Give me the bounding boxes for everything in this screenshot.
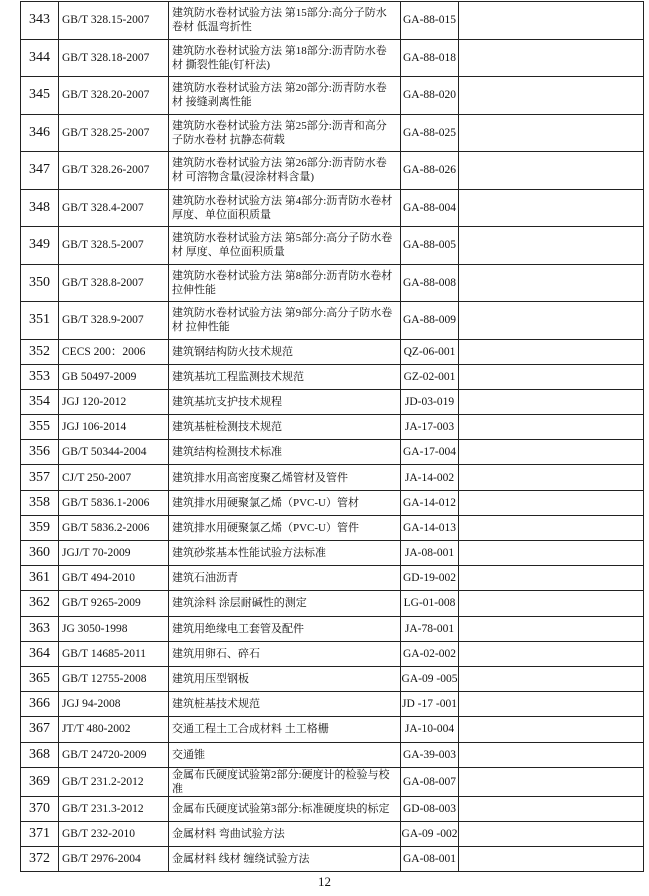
standard-code: JGJ/T 70-2009 xyxy=(59,541,169,566)
standard-code: GB/T 5836.2-2006 xyxy=(59,515,169,540)
table-row xyxy=(21,796,644,821)
row-number: 366 xyxy=(21,692,59,717)
table-row xyxy=(21,465,644,490)
remarks-cell xyxy=(459,796,644,821)
remarks-cell xyxy=(459,591,644,616)
standard-name: 建筑基坑支护技术规程 xyxy=(169,389,401,414)
standard-code: GB/T 12755-2008 xyxy=(59,666,169,691)
catalog-id: JD -17 -001 xyxy=(401,692,459,717)
standard-code: GB/T 328.26-2007 xyxy=(59,152,169,190)
standard-name: 金属布氏硬度试验第3部分:标准硬度块的标定 xyxy=(169,796,401,821)
row-number: 344 xyxy=(21,39,59,77)
standard-code: GB/T 232-2010 xyxy=(59,821,169,846)
table-row xyxy=(21,566,644,591)
standard-name: 建筑排水用硬聚氯乙烯（PVC-U）管件 xyxy=(169,515,401,540)
standard-code: CECS 200：2006 xyxy=(59,339,169,364)
row-number: 365 xyxy=(21,666,59,691)
catalog-id: QZ-06-001 xyxy=(401,339,459,364)
standard-name: 交通工程土工合成材料 土工格栅 xyxy=(169,717,401,742)
standard-code: GB/T 328.20-2007 xyxy=(59,77,169,115)
standard-code: GB/T 328.5-2007 xyxy=(59,227,169,265)
remarks-cell xyxy=(459,364,644,389)
remarks-cell xyxy=(459,742,644,767)
row-number: 369 xyxy=(21,767,59,796)
standard-code: JGJ 94-2008 xyxy=(59,692,169,717)
remarks-cell xyxy=(459,490,644,515)
row-number: 359 xyxy=(21,515,59,540)
row-number: 353 xyxy=(21,364,59,389)
table-row xyxy=(21,515,644,540)
standard-code: GB/T 328.25-2007 xyxy=(59,114,169,152)
table-row xyxy=(21,39,644,77)
standard-name: 建筑用压型钢板 xyxy=(169,666,401,691)
row-number: 361 xyxy=(21,566,59,591)
table-row xyxy=(21,302,644,340)
remarks-cell xyxy=(459,616,644,641)
catalog-id: GD-19-002 xyxy=(401,566,459,591)
row-number: 355 xyxy=(21,415,59,440)
standard-name: 建筑防水卷材试验方法 第5部分:高分子防水卷材 厚度、单位面积质量 xyxy=(169,227,401,265)
catalog-id: GA-14-012 xyxy=(401,490,459,515)
row-number: 352 xyxy=(21,339,59,364)
standard-code: GB/T 231.3-2012 xyxy=(59,796,169,821)
table-row xyxy=(21,692,644,717)
row-number: 349 xyxy=(21,227,59,265)
remarks-cell xyxy=(459,415,644,440)
standard-name: 建筑排水用高密度聚乙烯管材及管件 xyxy=(169,465,401,490)
catalog-id: GA-02-002 xyxy=(401,641,459,666)
catalog-id: GA-17-004 xyxy=(401,440,459,465)
row-number: 364 xyxy=(21,641,59,666)
table-row xyxy=(21,339,644,364)
remarks-cell xyxy=(459,152,644,190)
row-number: 346 xyxy=(21,114,59,152)
catalog-id: GD-08-003 xyxy=(401,796,459,821)
standard-name: 建筑用卵石、碎石 xyxy=(169,641,401,666)
standard-code: GB/T 231.2-2012 xyxy=(59,767,169,796)
catalog-id: LG-01-008 xyxy=(401,591,459,616)
standard-code: GB/T 494-2010 xyxy=(59,566,169,591)
table-row xyxy=(21,77,644,115)
catalog-id: JA-10-004 xyxy=(401,717,459,742)
table-row xyxy=(21,189,644,227)
table-row xyxy=(21,2,644,40)
standard-code: JGJ 106-2014 xyxy=(59,415,169,440)
row-number: 367 xyxy=(21,717,59,742)
table-row xyxy=(21,415,644,440)
remarks-cell xyxy=(459,717,644,742)
standard-code: GB/T 24720-2009 xyxy=(59,742,169,767)
table-row xyxy=(21,114,644,152)
standard-code: GB/T 9265-2009 xyxy=(59,591,169,616)
standard-code: GB/T 2976-2004 xyxy=(59,847,169,872)
table-row xyxy=(21,440,644,465)
standard-name: 金属材料 弯曲试验方法 xyxy=(169,821,401,846)
remarks-cell xyxy=(459,566,644,591)
catalog-id: GA-88-015 xyxy=(401,2,459,40)
remarks-cell xyxy=(459,821,644,846)
row-number: 358 xyxy=(21,490,59,515)
catalog-id: GA-88-008 xyxy=(401,264,459,302)
catalog-id: GA-88-020 xyxy=(401,77,459,115)
row-number: 371 xyxy=(21,821,59,846)
remarks-cell xyxy=(459,302,644,340)
remarks-cell xyxy=(459,465,644,490)
remarks-cell xyxy=(459,389,644,414)
table-row xyxy=(21,591,644,616)
catalog-id: GA-09 -005 xyxy=(401,666,459,691)
row-number: 343 xyxy=(21,2,59,40)
catalog-id: JD-03-019 xyxy=(401,389,459,414)
row-number: 357 xyxy=(21,465,59,490)
standard-name: 建筑防水卷材试验方法 第18部分:沥青防水卷材 撕裂性能(钉杆法) xyxy=(169,39,401,77)
row-number: 356 xyxy=(21,440,59,465)
page-number: 12 xyxy=(318,874,331,889)
standard-code: GB 50497-2009 xyxy=(59,364,169,389)
catalog-id: JA-17-003 xyxy=(401,415,459,440)
standard-name: 建筑防水卷材试验方法 第20部分:沥青防水卷材 接缝剥离性能 xyxy=(169,77,401,115)
remarks-cell xyxy=(459,515,644,540)
row-number: 350 xyxy=(21,264,59,302)
catalog-id: GA-88-004 xyxy=(401,189,459,227)
table-row xyxy=(21,821,644,846)
standard-code: GB/T 328.8-2007 xyxy=(59,264,169,302)
catalog-id: GA-88-009 xyxy=(401,302,459,340)
catalog-id: GA-08-007 xyxy=(401,767,459,796)
catalog-id: GA-09 -002 xyxy=(401,821,459,846)
standard-name: 建筑结构检测技术标准 xyxy=(169,440,401,465)
row-number: 347 xyxy=(21,152,59,190)
standard-code: JGJ 120-2012 xyxy=(59,389,169,414)
catalog-id: GA-14-013 xyxy=(401,515,459,540)
remarks-cell xyxy=(459,39,644,77)
standard-name: 金属材料 线材 缠绕试验方法 xyxy=(169,847,401,872)
standard-code: GB/T 328.18-2007 xyxy=(59,39,169,77)
standard-name: 建筑钢结构防火技术规范 xyxy=(169,339,401,364)
remarks-cell xyxy=(459,666,644,691)
standard-code: CJ/T 250-2007 xyxy=(59,465,169,490)
standard-name: 建筑基桩检测技术规范 xyxy=(169,415,401,440)
standard-name: 建筑防水卷材试验方法 第9部分:高分子防水卷材 拉伸性能 xyxy=(169,302,401,340)
table-row xyxy=(21,364,644,389)
table-row xyxy=(21,847,644,872)
row-number: 348 xyxy=(21,189,59,227)
remarks-cell xyxy=(459,440,644,465)
standard-name: 金属布氏硬度试验第2部分:硬度计的检验与校准 xyxy=(169,767,401,796)
row-number: 368 xyxy=(21,742,59,767)
standard-code: GB/T 328.15-2007 xyxy=(59,2,169,40)
catalog-id: JA-78-001 xyxy=(401,616,459,641)
standard-code: GB/T 328.4-2007 xyxy=(59,189,169,227)
catalog-id: GA-88-005 xyxy=(401,227,459,265)
row-number: 370 xyxy=(21,796,59,821)
catalog-id: GA-08-001 xyxy=(401,847,459,872)
catalog-id: GA-88-018 xyxy=(401,39,459,77)
standard-name: 建筑涂料 涂层耐碱性的测定 xyxy=(169,591,401,616)
remarks-cell xyxy=(459,189,644,227)
row-number: 351 xyxy=(21,302,59,340)
remarks-cell xyxy=(459,541,644,566)
standard-code: GB/T 14685-2011 xyxy=(59,641,169,666)
remarks-cell xyxy=(459,227,644,265)
standard-name: 建筑防水卷材试验方法 第8部分:沥青防水卷材 拉伸性能 xyxy=(169,264,401,302)
table-row xyxy=(21,742,644,767)
standard-name: 建筑用绝缘电工套管及配件 xyxy=(169,616,401,641)
table-row xyxy=(21,389,644,414)
table-row xyxy=(21,152,644,190)
table-row xyxy=(21,227,644,265)
row-number: 354 xyxy=(21,389,59,414)
standard-name: 建筑石油沥青 xyxy=(169,566,401,591)
catalog-id: JA-08-001 xyxy=(401,541,459,566)
remarks-cell xyxy=(459,2,644,40)
standard-name: 建筑砂浆基本性能试验方法标准 xyxy=(169,541,401,566)
standard-code: GB/T 5836.1-2006 xyxy=(59,490,169,515)
remarks-cell xyxy=(459,339,644,364)
row-number: 360 xyxy=(21,541,59,566)
remarks-cell xyxy=(459,77,644,115)
table-row xyxy=(21,490,644,515)
catalog-id: GA-39-003 xyxy=(401,742,459,767)
standard-code: JG 3050-1998 xyxy=(59,616,169,641)
standard-code: JT/T 480-2002 xyxy=(59,717,169,742)
remarks-cell xyxy=(459,692,644,717)
standard-name: 建筑排水用硬聚氯乙烯（PVC-U）管材 xyxy=(169,490,401,515)
standard-name: 建筑防水卷材试验方法 第15部分:高分子防水卷材 低温弯折性 xyxy=(169,2,401,40)
catalog-id: GA-88-026 xyxy=(401,152,459,190)
standard-name: 建筑防水卷材试验方法 第4部分:沥青防水卷材 厚度、单位面积质量 xyxy=(169,189,401,227)
standard-code: GB/T 328.9-2007 xyxy=(59,302,169,340)
row-number: 372 xyxy=(21,847,59,872)
row-number: 362 xyxy=(21,591,59,616)
standard-name: 建筑桩基技术规范 xyxy=(169,692,401,717)
table-row xyxy=(21,641,644,666)
catalog-id: JA-14-002 xyxy=(401,465,459,490)
remarks-cell xyxy=(459,847,644,872)
row-number: 345 xyxy=(21,77,59,115)
standard-name: 建筑防水卷材试验方法 第26部分:沥青防水卷材 可溶物含量(浸涂材料含量) xyxy=(169,152,401,190)
table-row xyxy=(21,541,644,566)
standard-code: GB/T 50344-2004 xyxy=(59,440,169,465)
table-row xyxy=(21,616,644,641)
table-row xyxy=(21,666,644,691)
row-number: 363 xyxy=(21,616,59,641)
standard-name: 交通锥 xyxy=(169,742,401,767)
standard-name: 建筑防水卷材试验方法 第25部分:沥青和高分子防水卷材 抗静态荷载 xyxy=(169,114,401,152)
table-row xyxy=(21,767,644,796)
remarks-cell xyxy=(459,767,644,796)
remarks-cell xyxy=(459,641,644,666)
standard-name: 建筑基坑工程监测技术规范 xyxy=(169,364,401,389)
table-row xyxy=(21,264,644,302)
table-row xyxy=(21,717,644,742)
catalog-id: GA-88-025 xyxy=(401,114,459,152)
standards-table xyxy=(20,1,644,872)
remarks-cell xyxy=(459,264,644,302)
catalog-id: GZ-02-001 xyxy=(401,364,459,389)
remarks-cell xyxy=(459,114,644,152)
